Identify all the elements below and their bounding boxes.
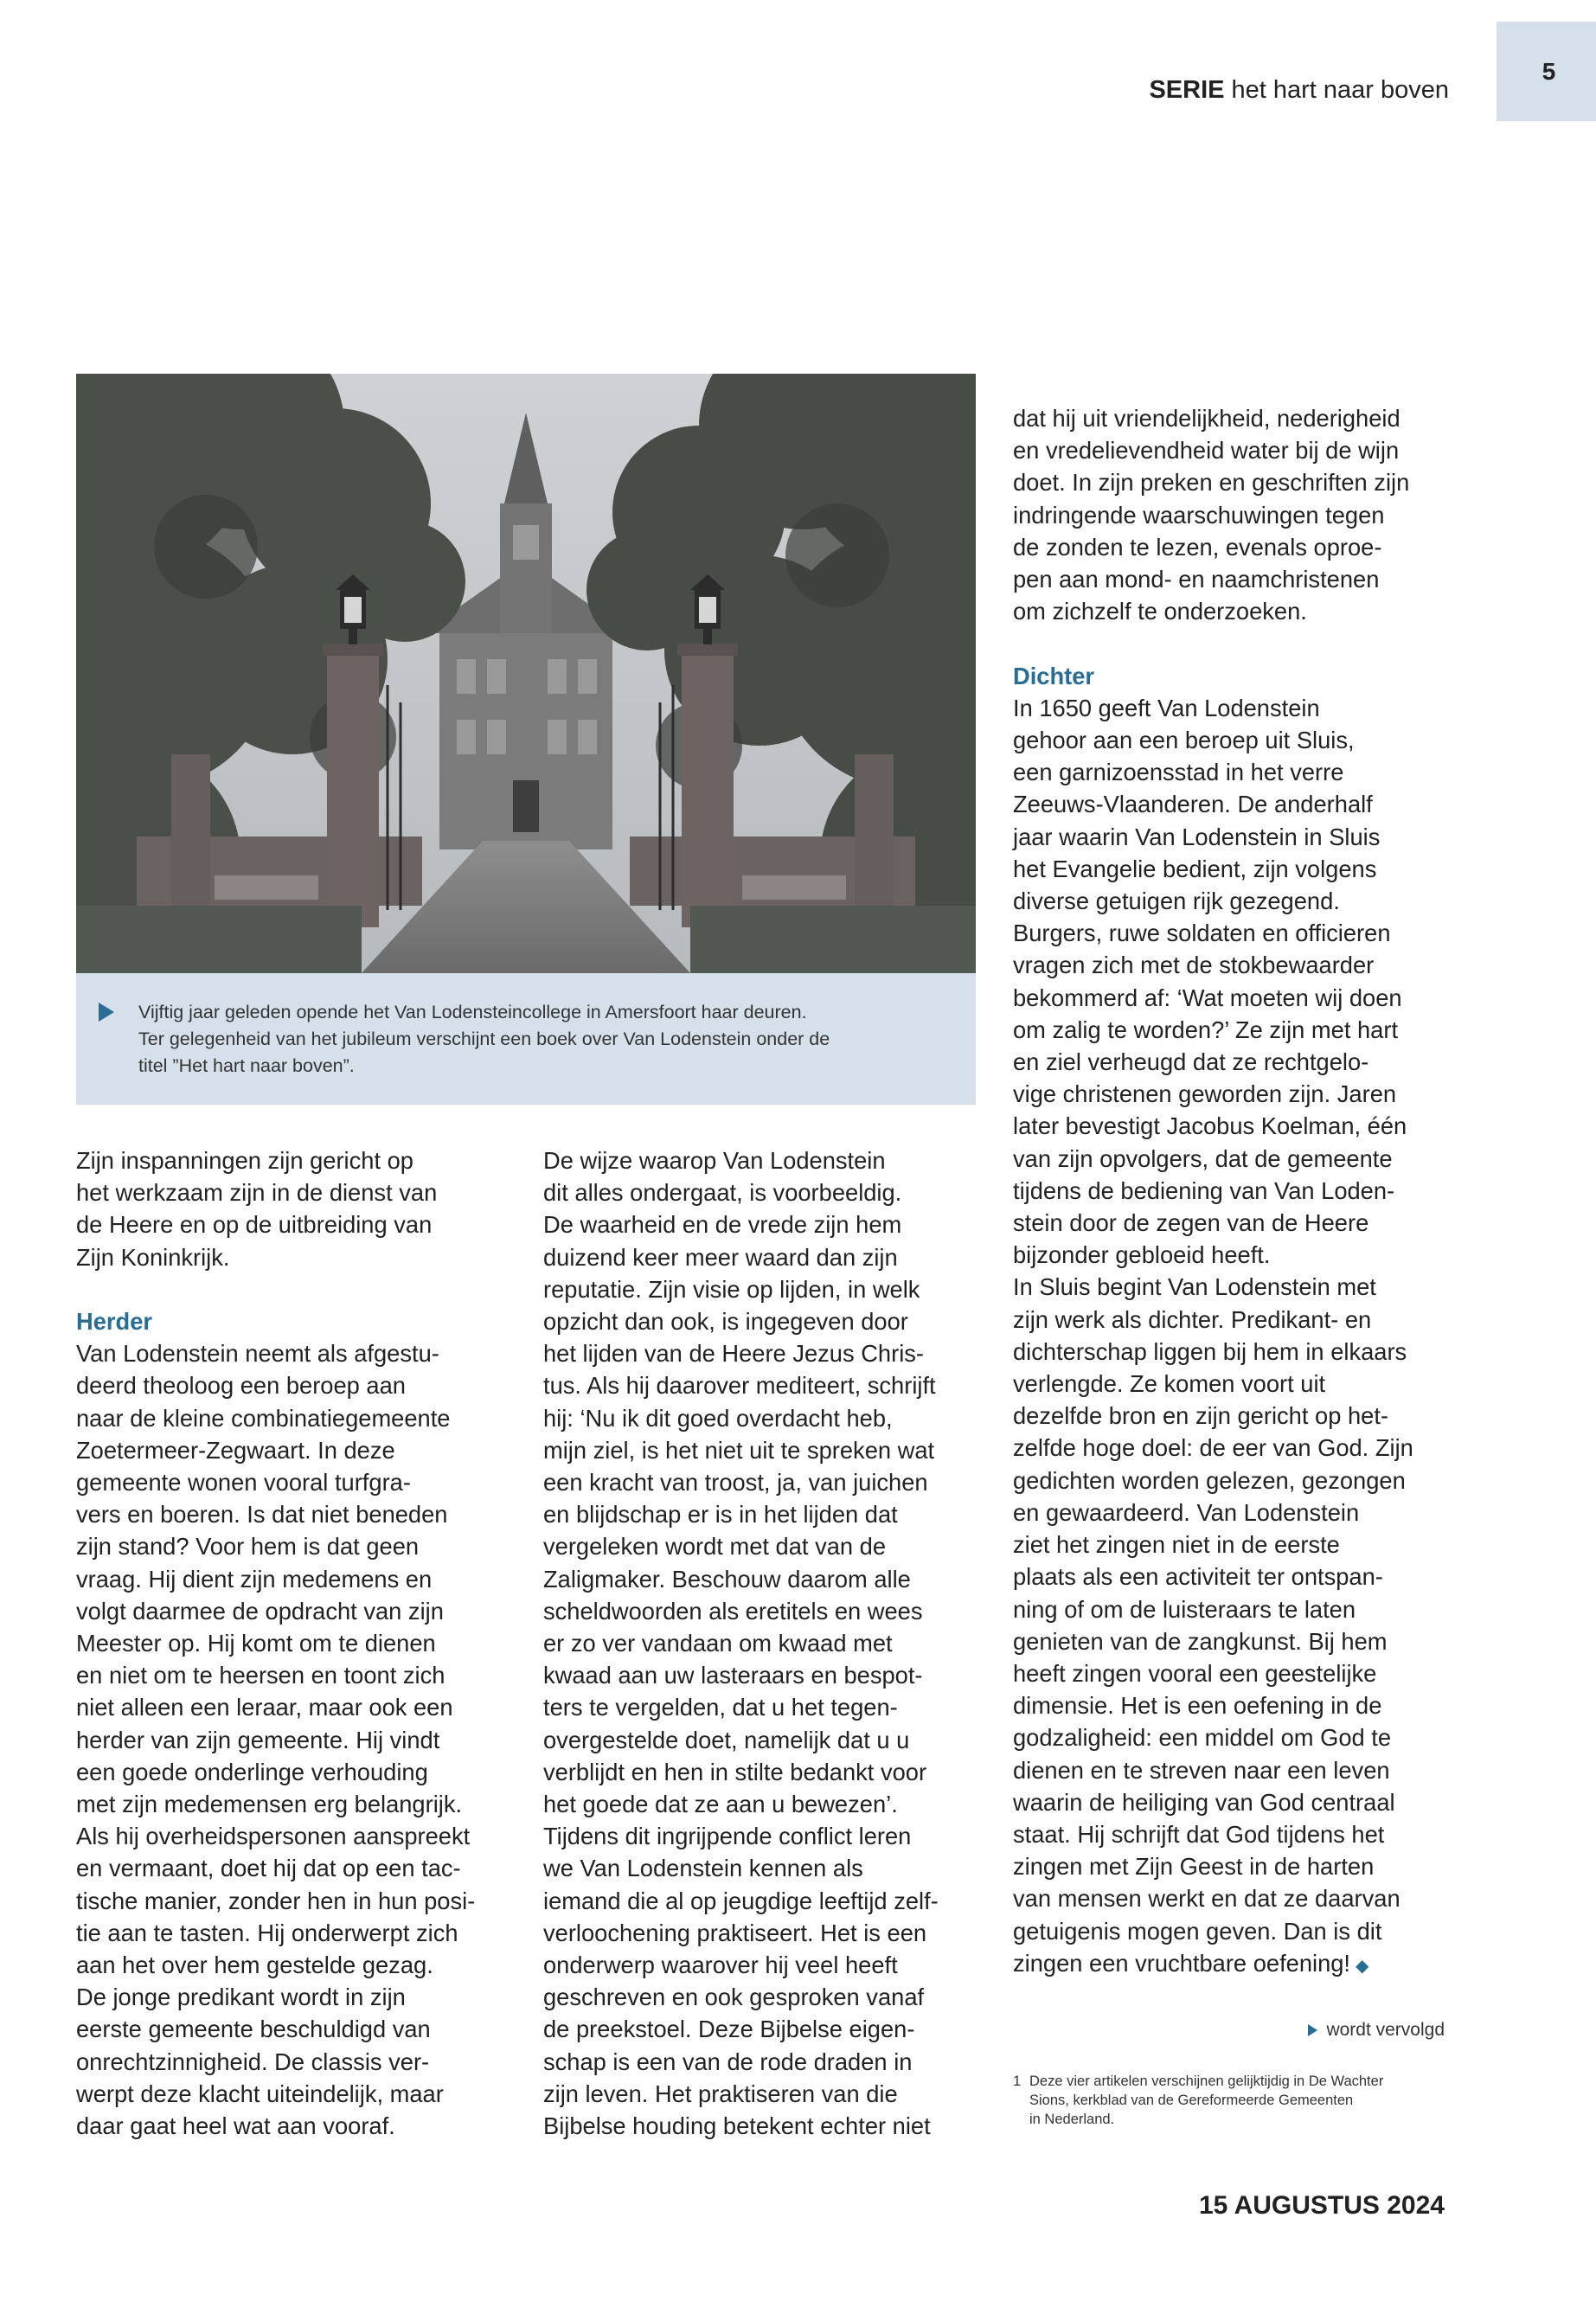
text-line: bijzonder gebloeid heeft. <box>1013 1241 1271 1269</box>
text-line: vraag. Hij dient zijn medemens en <box>76 1565 433 1593</box>
text-line: en ziel verheugd dat ze rechtgelo- <box>1013 1048 1369 1076</box>
text-line: ziet het zingen niet in de eerste <box>1013 1531 1340 1559</box>
text-line: vergeleken wordt met dat van de <box>543 1533 887 1561</box>
text-line: en blijdschap er is in het lijden dat <box>543 1501 898 1529</box>
text-line: diverse getuigen rijk gezegend. <box>1013 888 1340 915</box>
text-line: indringende waarschuwingen tegen <box>1013 501 1385 529</box>
text-line: vers en boeren. Is dat niet beneden <box>76 1501 448 1529</box>
photo-caption <box>76 973 976 1105</box>
section-heading-herder: Herder <box>76 1308 152 1335</box>
text-line: jaar waarin Van Lodenstein in Sluis <box>1013 823 1381 850</box>
text-line: een goede onderlinge verhouding <box>76 1758 428 1785</box>
text-line: er zo ver vandaan om kwaad met <box>543 1630 893 1657</box>
text-line: Meester op. Hij komt om te dienen <box>76 1630 436 1657</box>
text-line: om zalig te worden?’ Ze zijn met hart <box>1013 1016 1399 1043</box>
text-line: verblijdt en hen in stilte bedankt voor <box>543 1758 927 1785</box>
text-line: het lijden van de Heere Jezus Chris- <box>543 1340 925 1368</box>
text-line: deerd theoloog een beroep aan <box>76 1372 406 1400</box>
text-line: vige christenen geworden zijn. Jaren <box>1013 1080 1397 1108</box>
school-gate-illustration <box>76 374 976 973</box>
text-line: Tijdens dit ingrijpende conflict leren <box>543 1823 912 1850</box>
text-line: Zeeuws-Vlaanderen. De anderhalf <box>1013 791 1373 818</box>
text-line: niet alleen een leraar, maar ook een <box>76 1694 453 1721</box>
text-line: en vredelievendheid water bij de wijn <box>1013 437 1400 465</box>
text-line: hij: ‘Nu ik dit goed overdacht heb, <box>543 1404 893 1432</box>
text-line: De jonge predikant wordt in zijn <box>76 1984 406 2011</box>
text-line: het Evangelie bedient, zijn volgens <box>1013 855 1377 882</box>
text-line: volgt daarmee de opdracht van zijn <box>76 1597 444 1625</box>
text-line: iemand die al op jeugdige leeftijd zelf- <box>543 1887 939 1914</box>
text-line: De wijze waarop Van Lodenstein <box>543 1147 886 1174</box>
text-line: De waarheid en de vrede zijn hem <box>543 1211 902 1239</box>
text-line: schap is een van de rode draden in <box>543 2048 913 2075</box>
text-line: werpt deze klacht uiteindelijk, maar <box>76 2080 444 2107</box>
text-line: pen aan mond- en naamchristenen <box>1013 566 1380 593</box>
text-line: reputatie. Zijn visie op lijden, in welk <box>543 1275 920 1303</box>
footnote-line: Sions, kerkblad van de Gereformeerde Gemeenten <box>1029 2093 1354 2108</box>
footnote <box>1013 2072 1463 2129</box>
text-line: doet. In zijn preken en geschriften zijn <box>1013 469 1410 497</box>
text-line: duizend keer meer waard dan zijn <box>543 1243 898 1271</box>
continued-note <box>1308 2020 1445 2041</box>
text-line: tijdens de bediening van Van Loden- <box>1013 1176 1395 1204</box>
text-line: naar de kleine combinatiegemeente <box>76 1404 451 1432</box>
text-line: Zoetermeer-Zegwaart. In deze <box>76 1436 395 1464</box>
article-column-1 <box>76 1144 526 2142</box>
section-heading-dichter: Dichter <box>1013 662 1095 689</box>
running-header <box>1149 76 1449 105</box>
text-line: en niet om te heersen en toont zich <box>76 1662 445 1689</box>
text-line: verlengde. Ze komen voort uit <box>1013 1370 1326 1398</box>
footnote-line: in Nederland. <box>1029 2112 1115 2127</box>
caption-line: Ter gelegenheid van het jubileum verschijnt een boek over Van Lodenstein onder de <box>138 1029 830 1049</box>
text-line: gemeente wonen vooral turfgra- <box>76 1469 411 1497</box>
text-line: getuigenis mogen geven. Dan is dit <box>1013 1917 1382 1945</box>
text-line: en vermaant, doet hij dat op een tac- <box>76 1855 461 1882</box>
text-line: onrechtzinnigheid. De classis ver- <box>76 2048 430 2075</box>
text-line: de Heere en op de uitbreiding van <box>76 1211 433 1239</box>
text-line: plaats als een activiteit ter ontspan- <box>1013 1563 1383 1591</box>
text-line: Zaligmaker. Beschouw daarom alle <box>543 1565 911 1593</box>
text-line: later bevestigt Jacobus Koelman, één <box>1013 1112 1407 1140</box>
text-line: scheldwoorden als eretitels en wees <box>543 1597 923 1625</box>
footnote-number: 1 <box>1013 2073 1022 2089</box>
article-column-3 <box>1013 402 1463 1983</box>
text-line: Zijn Koninkrijk. <box>76 1243 230 1271</box>
text-line: In 1650 geeft Van Lodenstein <box>1013 694 1320 721</box>
text-line: daar gaat heel wat aan vooraf. <box>76 2112 395 2140</box>
text-line: genieten van de zangkunst. Bij hem <box>1013 1627 1388 1655</box>
caption-line: Vijftig jaar geleden opende het Van Lodensteincollege in Amersfoort haar deuren. <box>138 1002 807 1022</box>
text-line: opzicht dan ook, is ingegeven door <box>543 1308 908 1336</box>
text-line: geschreven en ook gesproken vanaf <box>543 1984 925 2011</box>
text-line: aan het over hem gestelde gezag. <box>76 1952 433 1979</box>
text-line: eerste gemeente beschuldigd van <box>76 2016 431 2043</box>
text-line: zijn werk als dichter. Predikant- en <box>1013 1305 1372 1333</box>
text-line: staat. Hij schrijft dat God tijdens het <box>1013 1820 1385 1848</box>
text-line: waarin de heiliging van God centraal <box>1013 1788 1395 1816</box>
page-number-tab <box>1497 22 1596 121</box>
continued-triangle-icon <box>1308 2024 1317 2036</box>
page-number: 5 <box>1542 57 1556 85</box>
caption-line: titel ”Het hart naar boven”. <box>138 1055 355 1076</box>
text-line: overgestelde doet, namelijk dat u u <box>543 1726 910 1753</box>
text-line: mijn ziel, is het niet uit te spreken wat <box>543 1436 935 1464</box>
text-line: kwaad aan uw lasteraars en bespot- <box>543 1662 923 1689</box>
text-line: en gewaardeerd. Van Lodenstein <box>1013 1498 1360 1526</box>
text-line: de preekstoel. Deze Bijbelse eigen- <box>543 2016 915 2043</box>
school-photo <box>76 374 976 973</box>
text-line: bekommerd af: ‘Wat moeten wij doen <box>1013 984 1402 1011</box>
final-text: zingen een vruchtbare oefening! <box>1013 1949 1351 1977</box>
article-column-2 <box>543 1144 993 2142</box>
text-line: godzaligheid: een middel om God te <box>1013 1724 1392 1752</box>
text-line: met zijn medemensen erg belangrijk. <box>76 1791 463 1818</box>
text-line: het goede dat ze aan u bewezen’. <box>543 1791 898 1818</box>
text-line: ning of om de luisteraars te laten <box>1013 1595 1356 1623</box>
text-line: gedichten worden gelezen, gezongen <box>1013 1466 1406 1494</box>
text-line: heeft zingen vooral een geestelijke <box>1013 1659 1377 1687</box>
text-line: herder van zijn gemeente. Hij vindt <box>76 1726 440 1753</box>
text-line: dat hij uit vriendelijkheid, nederigheid <box>1013 405 1401 432</box>
text-line: zelfde hoge doel: de eer van God. Zijn <box>1013 1434 1413 1462</box>
text-line: dichterschap liggen bij hem in elkaars <box>1013 1337 1407 1365</box>
text-line: dimensie. Het is een oefening in de <box>1013 1692 1382 1720</box>
text-line: zijn stand? Voor hem is dat geen <box>76 1533 420 1561</box>
text-line: tische manier, zonder hen in hun posi- <box>76 1887 476 1914</box>
text-line: het werkzaam zijn in de dienst van <box>76 1179 438 1207</box>
text-line: de zonden te lezen, evenals oproe- <box>1013 533 1382 561</box>
text-line: een kracht van troost, ja, van juichen <box>543 1469 928 1497</box>
text-line: een garnizoensstad in het verre <box>1013 759 1344 786</box>
caption-triangle-icon <box>99 1003 114 1022</box>
text-line: ters te vergelden, dat u het tegen- <box>543 1694 898 1721</box>
text-line: van mensen werkt en dat ze daarvan <box>1013 1885 1401 1913</box>
text-line: dezelfde bron en zijn gericht op het- <box>1013 1402 1388 1430</box>
text-line: verloochening praktiseert. Het is een <box>543 1919 927 1946</box>
text-line: zijn leven. Het praktiseren van die <box>543 2080 898 2107</box>
text-line: stein door de zegen van de Heere <box>1013 1209 1369 1237</box>
text-line: Burgers, ruwe soldaten en officieren <box>1013 920 1391 947</box>
footnote-line: Deze vier artikelen verschijnen gelijktijdig in De Wachter <box>1029 2073 1384 2089</box>
text-line: zingen met Zijn Geest in de harten <box>1013 1853 1375 1881</box>
text-line: onderwerp waarover hij veel heeft <box>543 1952 898 1979</box>
text-line: om zichzelf te onderzoeken. <box>1013 598 1307 625</box>
text-line: Bijbelse houding betekent echter niet <box>543 2112 931 2140</box>
text-line: Zijn inspanningen zijn gericht op <box>76 1147 413 1174</box>
text-line: Als hij overheidspersonen aanspreekt <box>76 1823 471 1850</box>
text-line: gehoor aan een beroep uit Sluis, <box>1013 727 1355 754</box>
continued-text: wordt vervolgd <box>1326 2020 1445 2040</box>
issue-date: 15 AUGUSTUS 2024 <box>1198 2191 1445 2220</box>
text-line: In Sluis begint Van Lodenstein met <box>1013 1273 1376 1301</box>
text-line-final <box>1013 1947 1463 1983</box>
text-line: van zijn opvolgers, dat de gemeente <box>1013 1144 1393 1172</box>
end-diamond-icon: ◆ <box>1356 1956 1369 1976</box>
text-line: vragen zich met de stokbewaarder <box>1013 952 1375 979</box>
text-line: dienen en te streven naar een leven <box>1013 1756 1390 1784</box>
text-line: Van Lodenstein neemt als afgestu- <box>76 1340 439 1368</box>
text-line: dit alles ondergaat, is voorbeeldig. <box>543 1179 902 1207</box>
text-line: tus. Als hij daarover mediteert, schrijft <box>543 1372 936 1400</box>
text-line: tie aan te tasten. Hij onderwerpt zich <box>76 1919 458 1946</box>
series-label: SERIE <box>1149 76 1225 104</box>
series-title: het hart naar boven <box>1231 76 1449 104</box>
text-line: we Van Lodenstein kennen als <box>543 1855 863 1882</box>
